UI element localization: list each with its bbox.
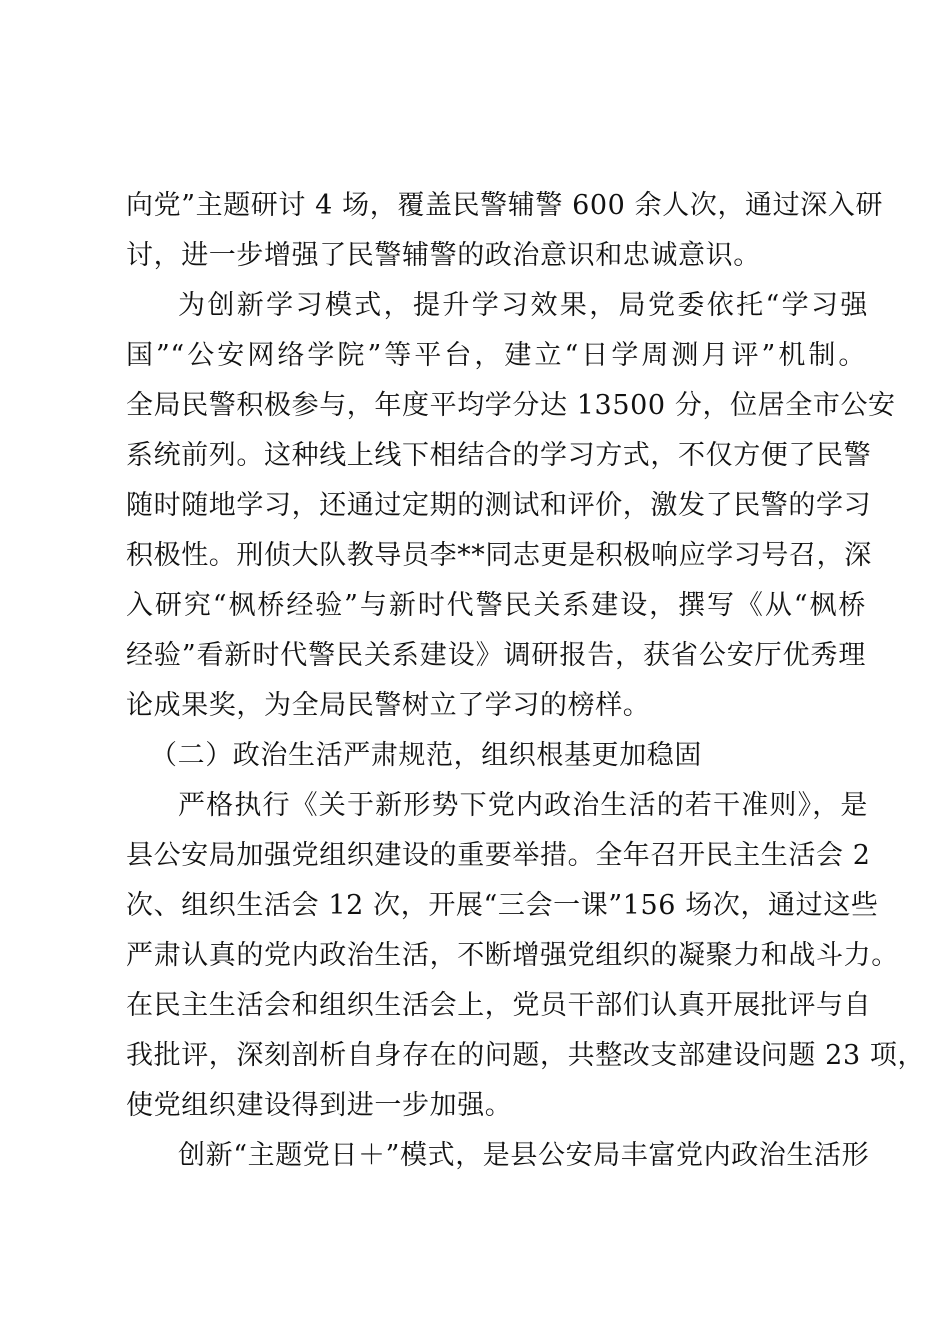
body-text-line: 系统前列。这种线上线下相结合的学习方式，不仅方便了民警 bbox=[126, 440, 872, 471]
section-heading: （二）政治生活严肃规范，组织根基更加稳固 bbox=[150, 740, 702, 771]
body-text-line: 随时随地学习，还通过定期的测试和评价，激发了民警的学习 bbox=[126, 490, 872, 521]
body-text-line: 我批评，深刻剖析自身存在的问题，共整改支部建设问题 23 项， bbox=[126, 1040, 926, 1071]
body-text-line: 经验”看新时代警民关系建设》调研报告，获省公安厅优秀理 bbox=[126, 640, 866, 671]
body-text-line: 严肃认真的党内政治生活，不断增强党组织的凝聚力和战斗力。 bbox=[126, 940, 899, 971]
body-text-line: 使党组织建设得到进一步加强。 bbox=[126, 1090, 513, 1121]
paragraph-first-line: 为创新学习模式，提升学习效果，局党委依托“学习强 bbox=[178, 290, 868, 321]
body-text-line: 全局民警积极参与，年度平均学分达 13500 分，位居全市公安 bbox=[126, 390, 896, 421]
body-text-line: 国”“公安网络学院”等平台，建立“日学周测月评”机制。 bbox=[126, 340, 866, 371]
body-text-line: 讨，进一步增强了民警辅警的政治意识和忠诚意识。 bbox=[126, 240, 761, 271]
body-text-line: 次、组织生活会 12 次，开展“三会一课”156 场次，通过这些 bbox=[126, 890, 879, 921]
body-text-line: 向党”主题研讨 4 场，覆盖民警辅警 600 余人次，通过深入研 bbox=[126, 190, 884, 221]
body-text-line: 县公安局加强党组织建设的重要举措。全年召开民主生活会 2 bbox=[126, 840, 871, 871]
paragraph-first-line: 严格执行《关于新形势下党内政治生活的若干准则》，是 bbox=[178, 790, 868, 821]
body-text-line: 论成果奖，为全局民警树立了学习的榜样。 bbox=[126, 690, 651, 721]
body-text-line: 入研究“枫桥经验”与新时代警民关系建设，撰写《从“枫桥 bbox=[126, 590, 866, 621]
body-text-line: 在民主生活会和组织生活会上，党员干部们认真开展批评与自 bbox=[126, 990, 872, 1021]
paragraph-first-line: 创新“主题党日＋”模式，是县公安局丰富党内政治生活形 bbox=[178, 1140, 870, 1171]
body-text-line: 积极性。刑侦大队教导员李**同志更是积极响应学习号召，深 bbox=[126, 540, 872, 571]
